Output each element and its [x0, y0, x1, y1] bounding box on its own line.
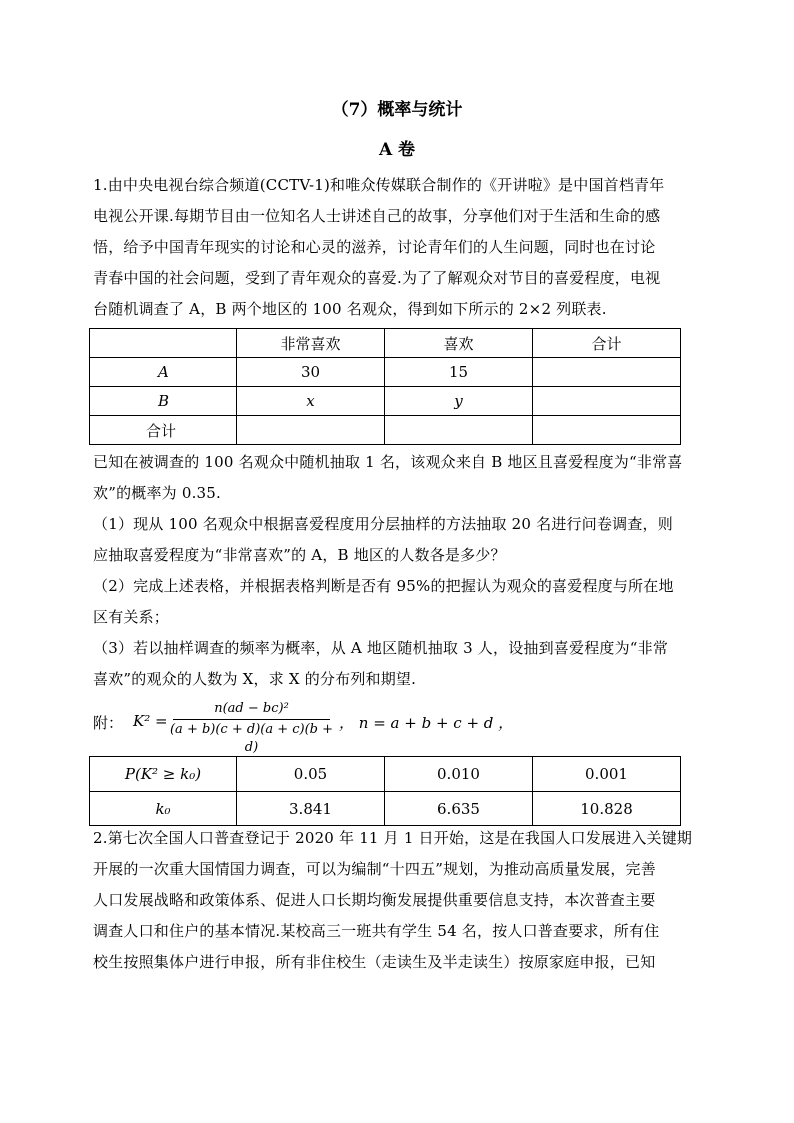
table-cell: 6.635: [385, 792, 533, 826]
table-cell: x: [237, 387, 385, 416]
text-line: 开展的一次重大国情国力调查，可以为编制“十四五”规划，为推动高质量发展，完善: [93, 860, 656, 878]
table-cell: 3.841: [237, 792, 385, 826]
table-cell: 0.010: [385, 757, 533, 792]
formula-numerator: n(ad − bc)²: [214, 701, 289, 716]
table-row: [90, 416, 681, 445]
table-row: [90, 358, 681, 387]
table-cell: 0.05: [237, 757, 385, 792]
text-line: 台随机调查了 A，B 两个地区的 100 名观众，得到如下所示的 2×2 列联表.: [93, 300, 607, 318]
row-label: k₀: [90, 792, 237, 826]
formula-tail: ， n = a + b + c + d ，: [339, 714, 514, 732]
text-line: 调查人口和住户的基本情况.某校高三一班共有学生 54 名，按人口普查要求，所有住: [93, 922, 660, 940]
formula-denominator: (a + b)(c + d)(a + c)(b + d): [169, 722, 334, 755]
section-title: （7）概率与统计: [331, 100, 463, 120]
row-label: 合计: [90, 416, 237, 445]
table-header-row: [90, 329, 681, 358]
text-line: 2.第七次全国人口普查登记于 2020 年 11 月 1 日开始，这是在我国人口发展进入关键期: [93, 829, 693, 847]
table-cell: [533, 387, 681, 416]
formula-fraction: [169, 700, 334, 755]
table-row: [90, 387, 681, 416]
contingency-table: [89, 328, 681, 445]
text-line: 区有关系；: [93, 608, 170, 626]
table-cell: 0.001: [533, 757, 681, 792]
chi-square-formula: [93, 700, 693, 755]
table-cell: [533, 416, 681, 445]
text-line: 悟，给予中国青年现实的讨论和心灵的滋养，讨论青年们的人生问题，同时也在讨论: [93, 238, 656, 256]
question-1-body: [93, 447, 693, 695]
text-line: 电视公开课.每期节目由一位知名人士讲述自己的故事，分享他们对于生活和生命的感: [93, 207, 661, 225]
formula-lhs: K² =: [133, 712, 168, 730]
question-2: [93, 823, 693, 978]
sub-question-3: （3）若以抽样调查的频率为概率，从 A 地区随机抽取 3 人，设抽到喜爱程度为“非常: [93, 639, 669, 657]
table-cell: [533, 358, 681, 387]
question-1-intro: [93, 170, 693, 325]
fraction-bar: [173, 719, 330, 720]
sub-question-1: （1）现从 100 名观众中根据喜爱程度用分层抽样的方法抽取 20 名进行问卷调查，则: [93, 515, 673, 533]
text-line: 已知在被调查的 100 名观众中随机抽取 1 名，该观众来自 B 地区且喜爱程度为“非常喜: [93, 453, 683, 471]
table-cell: [237, 416, 385, 445]
table-cell: 10.828: [533, 792, 681, 826]
text-line: 1.由中央电视台综合频道(CCTV-1)和唯众传媒联合制作的《开讲啦》是中国首档青年: [93, 176, 665, 194]
table-header-cell: 非常喜欢: [237, 329, 385, 358]
paper-title: A 卷: [378, 140, 416, 160]
formula-lead: 附：: [93, 714, 124, 732]
row-label: P(K² ≥ k₀): [90, 757, 237, 792]
row-label: A: [90, 358, 237, 387]
table-row: [90, 757, 681, 792]
table-header-cell: 喜欢: [385, 329, 533, 358]
table-cell: y: [385, 387, 533, 416]
table-cell: 30: [237, 358, 385, 387]
table-cell: 15: [385, 358, 533, 387]
text-line: 校生按照集体户进行申报，所有非住校生（走读生及半走读生）按原家庭申报，已知: [93, 953, 656, 971]
text-line: 欢”的概率为 0.35.: [93, 484, 222, 502]
text-line: 青春中国的社会问题，受到了青年观众的喜爱.为了了解观众对节目的喜爱程度，电视: [93, 269, 661, 287]
row-label: B: [90, 387, 237, 416]
table-row: [90, 792, 681, 826]
table-cell: [385, 416, 533, 445]
table-cell: [90, 329, 237, 358]
critical-value-table: [89, 756, 681, 826]
table-header-cell: 合计: [533, 329, 681, 358]
text-line: 人口发展战略和政策体系、促进人口长期均衡发展提供重要信息支持，本次普查主要: [93, 891, 656, 909]
text-line: 喜欢”的观众的人数为 X，求 X 的分布列和期望.: [93, 670, 417, 688]
text-line: 应抽取喜爱程度为“非常喜欢”的 A，B 地区的人数各是多少？: [93, 546, 506, 564]
sub-question-2: （2）完成上述表格，并根据表格判断是否有 95%的把握认为观众的喜爱程度与所在地: [93, 577, 674, 595]
